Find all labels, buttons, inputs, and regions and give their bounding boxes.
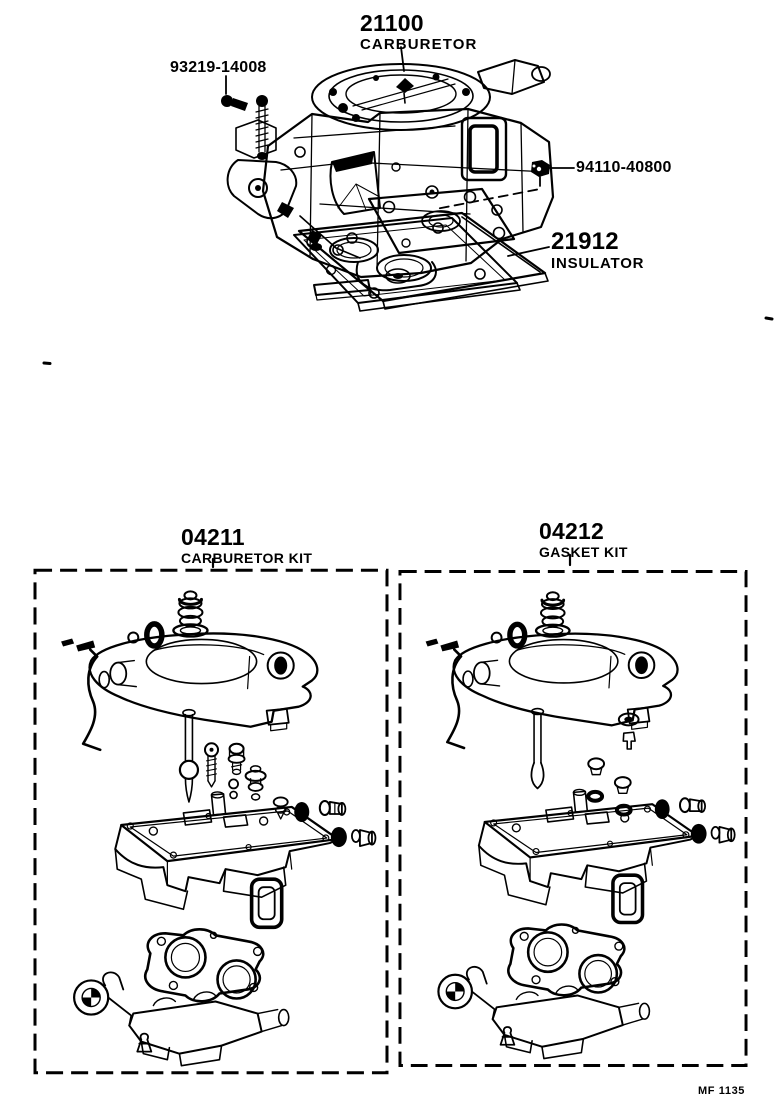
print-speck [766, 318, 772, 319]
part-number: 93219-14008 [170, 59, 267, 76]
carburetor-kit-box [33, 567, 389, 1076]
part-number: 21912 [551, 228, 619, 255]
carburetor-kit-drawing [33, 567, 389, 1076]
label-carburetor [360, 12, 477, 52]
label-insulator [551, 230, 644, 271]
leader-dashed-94110 [436, 177, 540, 209]
label-carburetor-kit [181, 526, 312, 565]
figure-code: MF 1135 [698, 1085, 746, 1097]
nut-94110 [531, 160, 550, 177]
label-gasket-kit [539, 520, 628, 559]
linkage-cluster [228, 95, 380, 258]
part-number: 04212 [539, 518, 604, 544]
insulator-plate [294, 189, 548, 311]
gasket-kit-box [398, 566, 748, 1071]
part-name: INSULATOR [551, 255, 645, 272]
bolt-93219 [221, 95, 248, 111]
print-speck [44, 363, 50, 364]
part-name: CARBURETOR KIT [181, 550, 313, 566]
gasket-kit-drawing [398, 566, 748, 1071]
part-number: 94110-40800 [576, 159, 672, 176]
part-number: 21100 [360, 10, 424, 36]
label-bolt [170, 60, 267, 76]
part-number: 04211 [181, 524, 245, 550]
label-nut [576, 160, 672, 176]
air-horn [312, 64, 490, 130]
fuel-inlet [478, 60, 550, 94]
part-name: CARBURETOR [360, 36, 478, 53]
part-name: GASKET KIT [539, 544, 628, 560]
carburetor-body [263, 109, 553, 290]
leader-21912 [508, 247, 549, 256]
